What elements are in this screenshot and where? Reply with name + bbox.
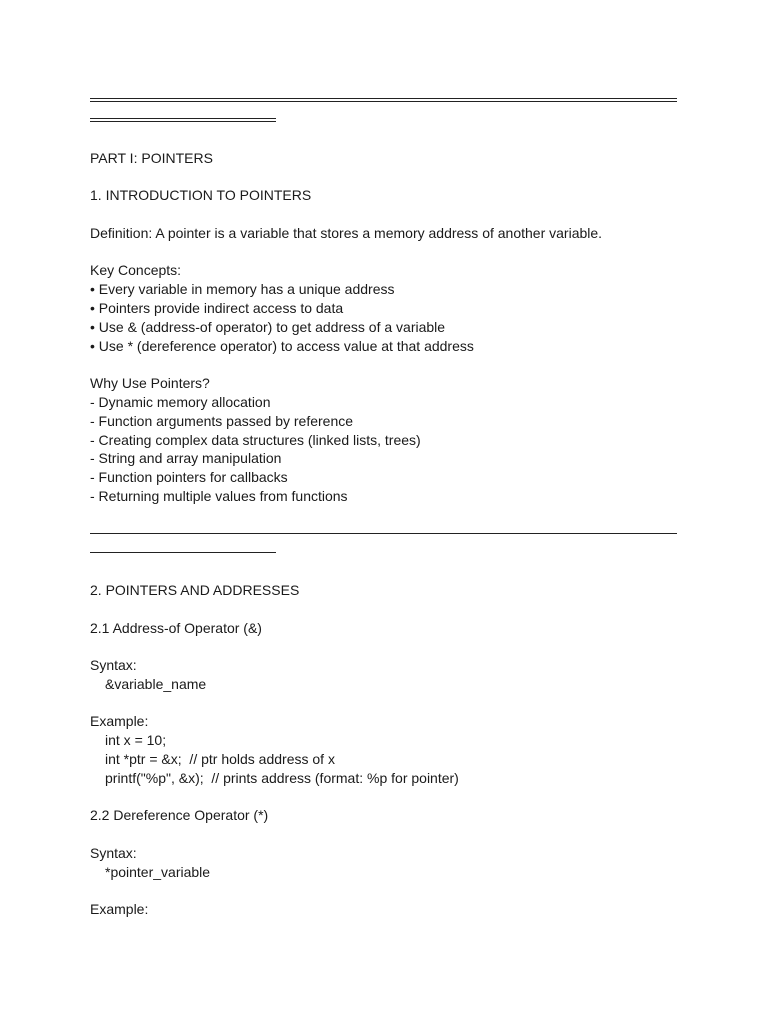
definition-text: Definition: A pointer is a variable that stores a memory address of another variable. bbox=[90, 225, 603, 241]
syntax-label: Syntax: bbox=[90, 845, 137, 861]
why-item: - String and array manipulation bbox=[90, 450, 282, 466]
example-label: Example: bbox=[90, 901, 149, 917]
subsection-2-2-heading: 2.2 Dereference Operator (*) bbox=[90, 807, 269, 823]
syntax-code: &variable_name bbox=[105, 676, 207, 692]
key-concept-item: • Use & (address-of operator) to get address of a variable bbox=[90, 319, 446, 335]
why-item: - Function arguments passed by reference bbox=[90, 413, 354, 429]
section1-heading: 1. INTRODUCTION TO POINTERS bbox=[90, 187, 312, 203]
part-heading: PART I: POINTERS bbox=[90, 150, 213, 166]
why-item: - Creating complex data structures (linked lists, trees) bbox=[90, 432, 421, 448]
why-item: - Function pointers for callbacks bbox=[90, 469, 288, 485]
top-rule-short bbox=[90, 118, 276, 122]
key-concept-item: • Pointers provide indirect access to data bbox=[90, 300, 344, 316]
key-concept-item: • Every variable in memory has a unique address bbox=[90, 281, 395, 297]
example-code-line: int *ptr = &x; // ptr holds address of x bbox=[105, 751, 335, 767]
key-concept-item: • Use * (dereference operator) to access value at that address bbox=[90, 338, 474, 354]
top-rule-long bbox=[90, 98, 677, 102]
key-concepts-label: Key Concepts: bbox=[90, 262, 182, 278]
example-code-line: printf("%p", &x); // prints address (format: %p for pointer) bbox=[105, 770, 459, 786]
section2-heading: 2. POINTERS AND ADDRESSES bbox=[90, 582, 300, 598]
why-item: - Returning multiple values from functions bbox=[90, 488, 348, 504]
document-page bbox=[90, 0, 680, 1024]
subsection-2-1-heading: 2.1 Address-of Operator (&) bbox=[90, 620, 262, 636]
divider-rule-short bbox=[90, 552, 276, 553]
syntax-label: Syntax: bbox=[90, 657, 137, 673]
syntax-code: *pointer_variable bbox=[105, 864, 211, 880]
example-label: Example: bbox=[90, 713, 149, 729]
divider-rule-long bbox=[90, 533, 677, 534]
example-code-line: int x = 10; bbox=[105, 732, 167, 748]
why-label: Why Use Pointers? bbox=[90, 375, 210, 391]
why-item: - Dynamic memory allocation bbox=[90, 394, 271, 410]
